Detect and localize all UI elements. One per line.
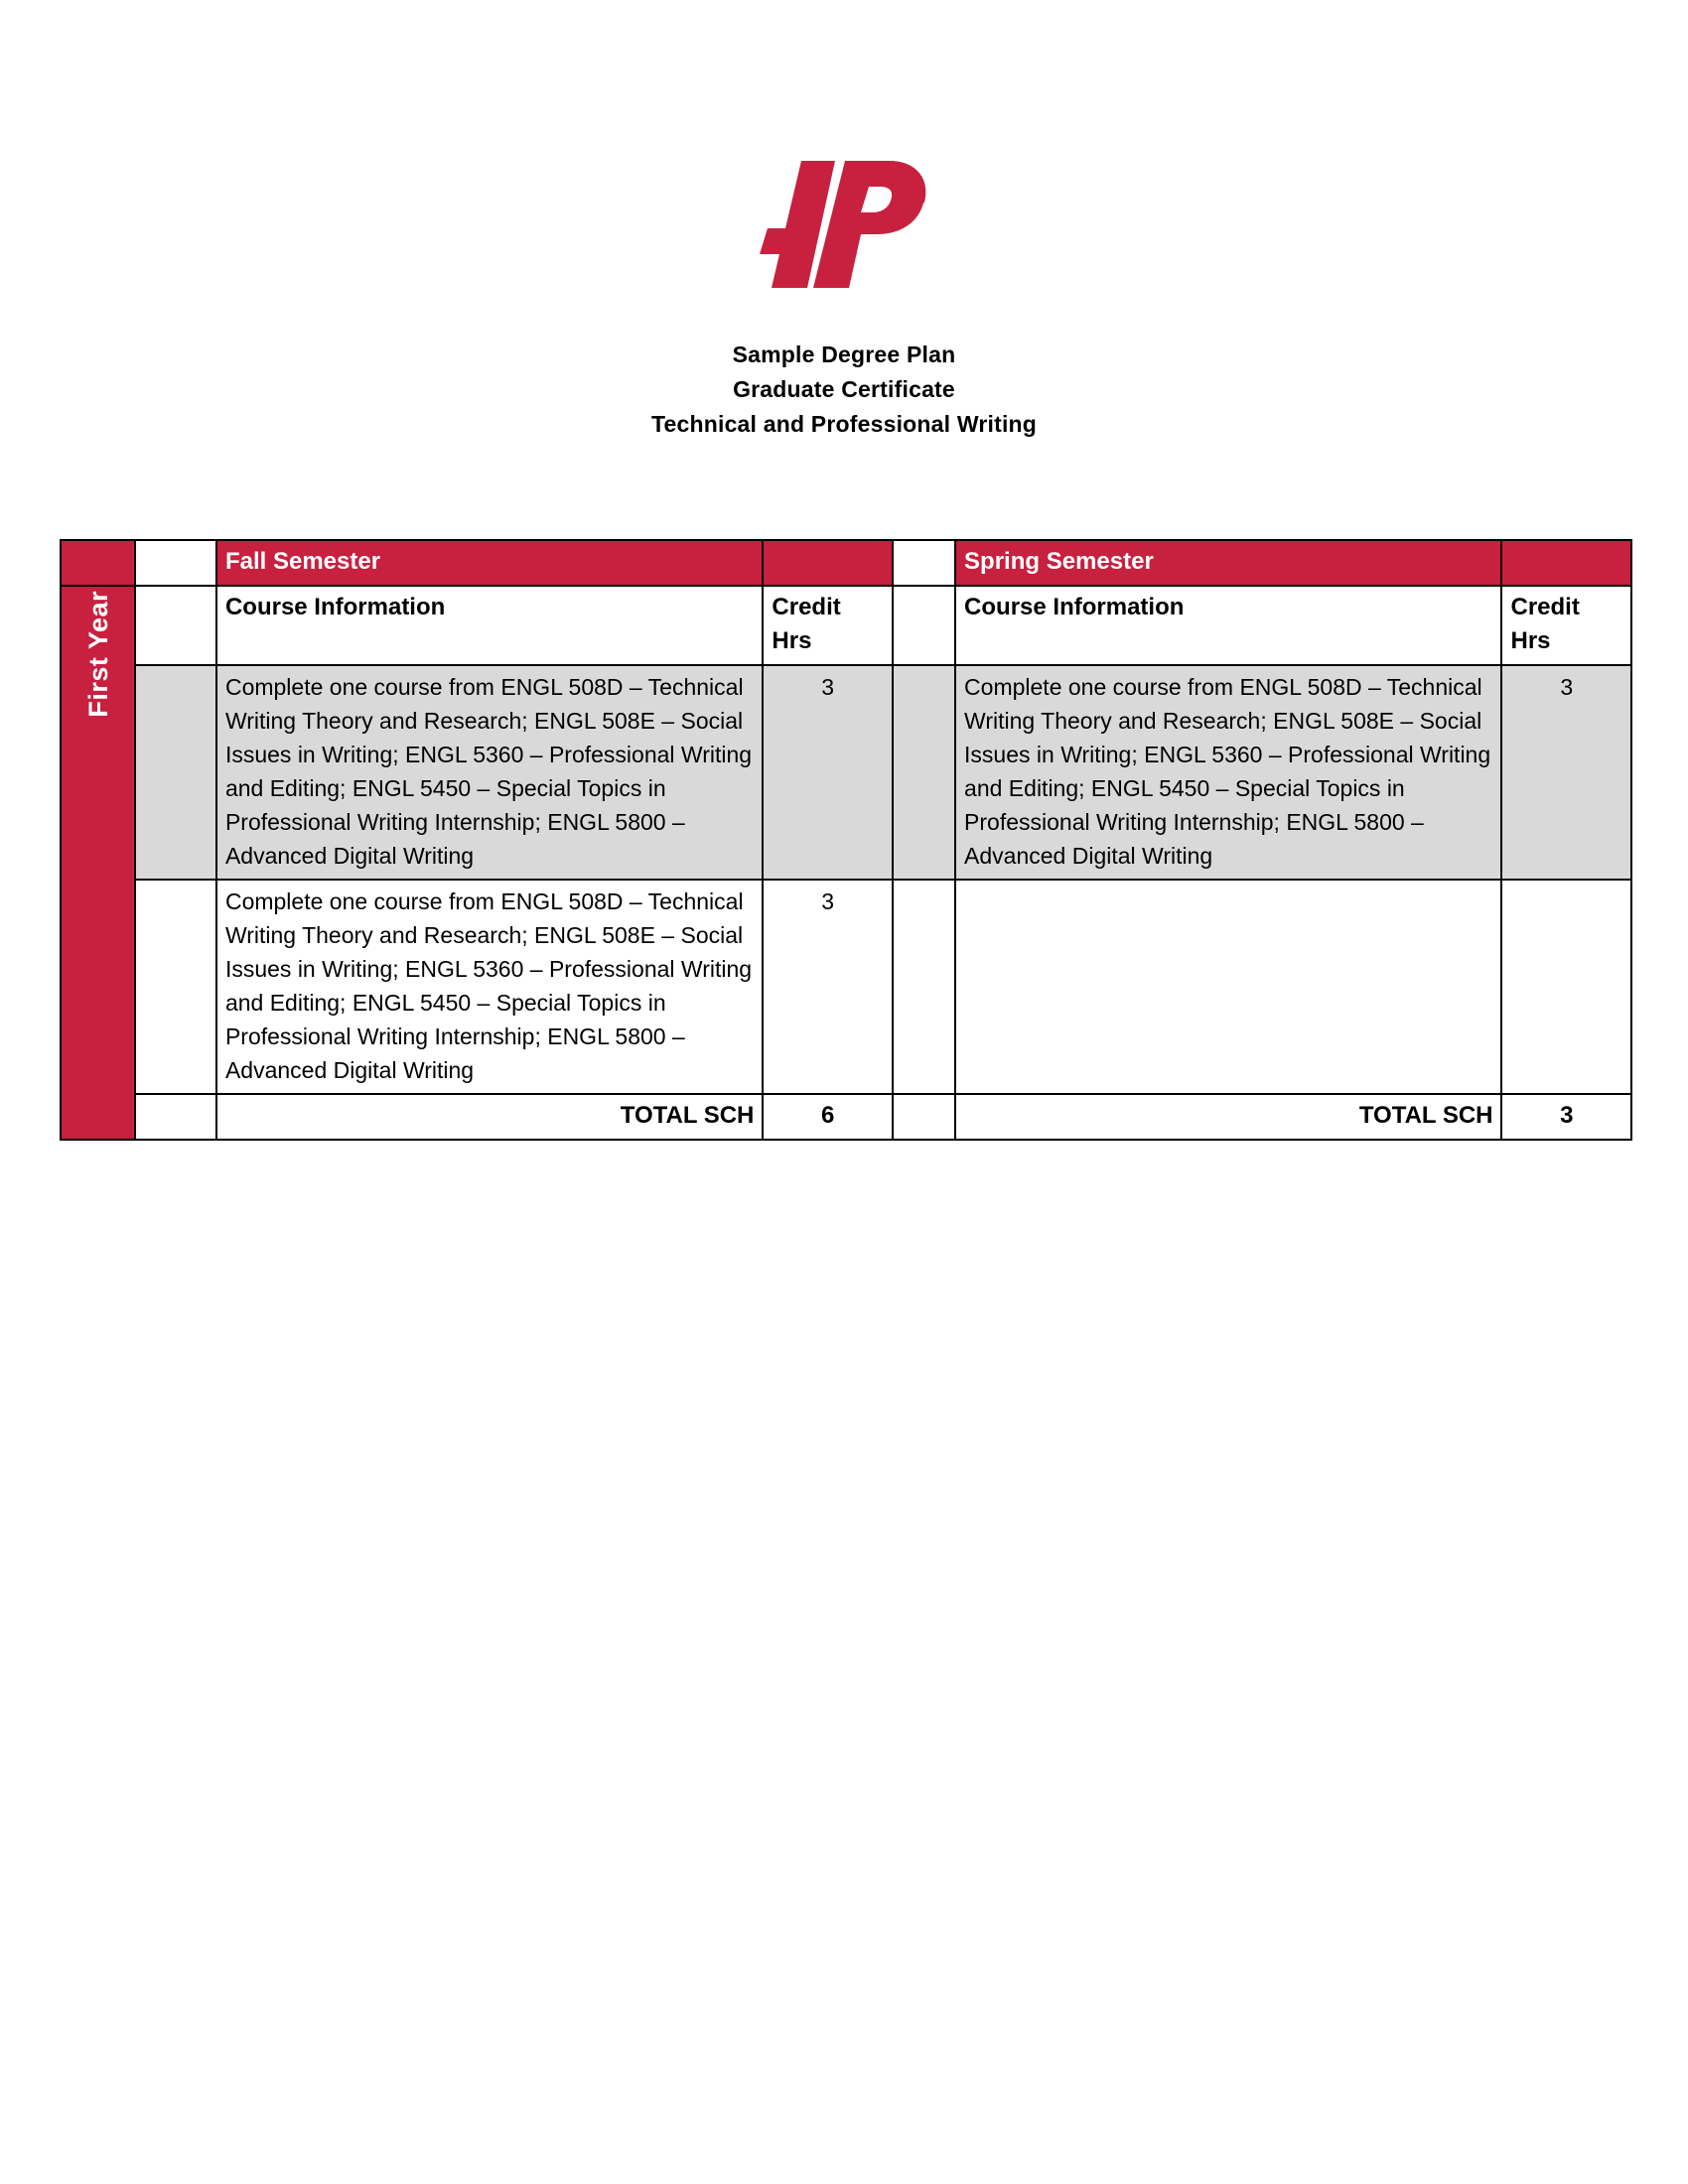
cell-fall-course-row2: Complete one course from ENGL 508D – Technical Writing Theory and Research; ENGL 508E – Social Issues in Writing; ENGL 5360 – Professional Writing and Editing; ENGL 5450 – Special Topics in Professional Writing Internship; ENGL 5800 – Advanced Digital Writing — [216, 880, 763, 1094]
year-label-cell — [61, 586, 135, 1140]
value-fall-total-sch: 6 — [763, 1094, 892, 1140]
table-row-column-header — [61, 586, 1631, 665]
cell-fall-course-row1: Complete one course from ENGL 508D – Technical Writing Theory and Research; ENGL 508E – Social Issues in Writing; ENGL 5360 – Professional Writing and Editing; ENGL 5450 – Special Topics in Professional Writing Internship; ENGL 5800 – Advanced Digital Writing — [216, 665, 763, 880]
header-fall-hrs-blank — [763, 540, 892, 586]
table-row-totals — [61, 1094, 1631, 1140]
header-fall-semester: Fall Semester — [216, 540, 763, 586]
spacer-cell-row2-spring — [893, 880, 955, 1094]
ap-logo-icon — [750, 149, 938, 298]
corner-cell — [61, 540, 135, 586]
page-title — [0, 338, 1688, 442]
header-fall-credit-hrs: Credit Hrs — [763, 586, 892, 665]
label-spring-total-sch: TOTAL SCH — [955, 1094, 1501, 1140]
cell-fall-hrs-row2: 3 — [763, 880, 892, 1094]
value-spring-total-sch: 3 — [1501, 1094, 1631, 1140]
table-row-semester-header — [61, 540, 1631, 586]
spacer-cell-spring-header — [893, 540, 955, 586]
title-line-3: Technical and Professional Writing — [650, 411, 1038, 437]
title-line-1: Sample Degree Plan — [732, 341, 956, 367]
degree-plan-table — [60, 539, 1632, 1141]
spacer-cell-total-spring — [893, 1094, 955, 1140]
header-spring-semester: Spring Semester — [955, 540, 1501, 586]
spacer-cell-row1-spring — [893, 665, 955, 880]
degree-plan-table-container — [60, 539, 1632, 1141]
spacer-cell-fall-colhdr — [135, 586, 216, 665]
spacer-cell-row1-fall — [135, 665, 216, 880]
logo-container — [0, 149, 1688, 303]
spacer-cell-fall-header — [135, 540, 216, 586]
table-row — [61, 665, 1631, 880]
title-line-2: Graduate Certificate — [733, 376, 955, 402]
table-row — [61, 880, 1631, 1094]
year-label: First Year — [82, 591, 113, 718]
spacer-cell-row2-fall — [135, 880, 216, 1094]
header-spring-hrs-blank — [1501, 540, 1631, 586]
cell-spring-hrs-row2 — [1501, 880, 1631, 1094]
label-fall-total-sch: TOTAL SCH — [216, 1094, 763, 1140]
cell-spring-course-row2 — [955, 880, 1501, 1094]
cell-spring-hrs-row1: 3 — [1501, 665, 1631, 880]
header-fall-course-information: Course Information — [216, 586, 763, 665]
spacer-cell-total-fall — [135, 1094, 216, 1140]
cell-spring-course-row1: Complete one course from ENGL 508D – Technical Writing Theory and Research; ENGL 508E – Social Issues in Writing; ENGL 5360 – Professional Writing and Editing; ENGL 5450 – Special Topics in Professional Writing Internship; ENGL 5800 – Advanced Digital Writing — [955, 665, 1501, 880]
cell-fall-hrs-row1: 3 — [763, 665, 892, 880]
header-spring-course-information: Course Information — [955, 586, 1501, 665]
spacer-cell-spring-colhdr — [893, 586, 955, 665]
header-spring-credit-hrs: Credit Hrs — [1501, 586, 1631, 665]
